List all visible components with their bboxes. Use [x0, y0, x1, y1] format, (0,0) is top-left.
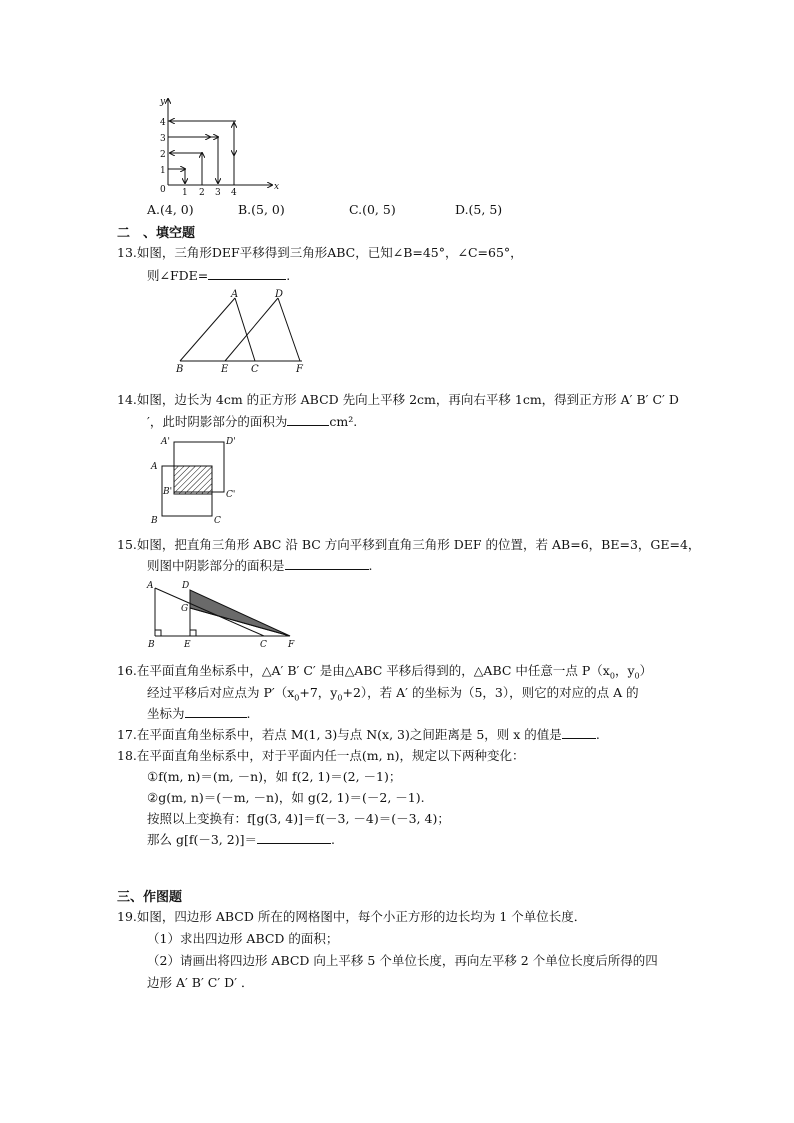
q12-option-c: C.(0, 5) [349, 202, 396, 217]
q14-label-a: A [151, 462, 158, 472]
q16-sub-y0: 0 [634, 671, 640, 681]
q18-text: 在平面直角坐标系中，对于平面内任一点(m, n)，规定以下两种变化： [136, 748, 525, 763]
q13-label-a: A [231, 289, 239, 300]
q14-square-figure [148, 434, 243, 526]
q12-path-arrows [168, 121, 236, 185]
q16-sub2-y0: 0 [337, 693, 343, 703]
x-tick-3: 3 [215, 188, 221, 197]
q16-line2 [147, 683, 639, 703]
q19-question [117, 907, 586, 925]
q17-answer-blank[interactable] [562, 726, 596, 739]
q15-answer-blank[interactable] [285, 557, 369, 570]
q15-label-g: G [181, 604, 189, 614]
q15-text2: 则图中阴影部分的面积是 [147, 558, 285, 573]
q18-line2: ②g(m, n)＝(－m, －n)，如 g(2, 1)＝(－2, －1). [147, 790, 425, 805]
q13-triangle-figure [172, 288, 312, 374]
q13-text: 如图，三角形DEF平移得到三角形ABC，已知∠B=45°，∠C=65°， [136, 245, 523, 260]
q14-label-a-prime: A' [161, 437, 170, 447]
q13-end: . [286, 268, 291, 283]
q16-text2-end: +2），若 A′ 的坐标为（5，3），则它的对应的点 A 的 [342, 685, 639, 700]
q18-question [117, 746, 525, 764]
q18-line1: ①f(m, n)＝(m, －n)，如 f(2, 1)＝(2, －1)； [147, 769, 402, 784]
q16-question [117, 661, 652, 681]
q19-number: 19. [117, 909, 137, 924]
x-tick-2: 2 [199, 188, 205, 197]
q19-text: 如图，四边形 ABCD 所在的网格图中，每个小正方形的边长均为 1 个单位长度． [136, 909, 587, 924]
q16-text3: 坐标为 [147, 706, 185, 721]
q16-text-end: ） [639, 663, 653, 678]
x-axis-label: x [274, 182, 280, 192]
x-tick-0: 0 [160, 185, 166, 195]
q17-number: 17. [117, 727, 137, 742]
y-axis-label: y [160, 97, 166, 107]
q13-number: 13. [117, 245, 137, 260]
q18-end: . [330, 832, 335, 847]
q13-label-e: E [221, 364, 229, 374]
x-tick-1: 1 [182, 188, 188, 197]
q15-end: . [368, 558, 373, 573]
q12-coordinate-figure [150, 95, 280, 197]
q16-end: . [246, 706, 251, 721]
q15-number: 15. [117, 537, 137, 552]
q16-text2: 经过平移后对应点为 P′（x [147, 685, 295, 700]
y-tick-4: 4 [160, 118, 166, 128]
q12-option-b: B.(5, 0) [238, 202, 285, 217]
q15-label-c: C [260, 640, 267, 650]
q13-question [117, 243, 523, 261]
q16-sub-x0: 0 [609, 671, 615, 681]
q16-sub2-x0: 0 [294, 693, 300, 703]
q16-line3 [147, 704, 251, 722]
q13-label-d: D [275, 289, 284, 300]
q18-answer-blank[interactable] [257, 831, 331, 844]
q17-text: 在平面直角坐标系中，若点 M(1, 3)与点 N(x, 3)之间距离是 5，则 x 的值是 [136, 727, 562, 742]
q17-question [117, 725, 600, 743]
q18-line4 [147, 830, 335, 848]
q14-text: 如图，边长为 4cm 的正方形 ABCD 先向上平移 2cm，再向右平移 1cm，得到正方形 A′ B′ C′ D [136, 392, 679, 407]
q14-question [117, 390, 679, 408]
q12-option-d: D.(5, 5) [455, 202, 503, 217]
y-tick-3: 3 [160, 134, 166, 144]
q14-text2: ′，此时阴影部分的面积为 [147, 414, 288, 429]
q16-text-mid: ，y [614, 663, 635, 678]
x-tick-4: 4 [231, 188, 237, 197]
q13-line2 [147, 266, 290, 284]
q16-text2-mid: +7，y [299, 685, 338, 700]
q18-number: 18. [117, 748, 137, 763]
q16-answer-blank[interactable] [185, 705, 247, 718]
q12-option-a: A.(4, 0) [147, 202, 194, 217]
q13-text2: 则∠FDE= [147, 268, 209, 283]
q18-line3: 按照以上变换有：f[g(3, 4)]＝f(－3, －4)＝(－3, 4)； [147, 811, 450, 826]
q14-number: 14. [117, 392, 137, 407]
q17-end: . [595, 727, 600, 742]
q15-label-e: E [184, 640, 191, 650]
q14-answer-blank[interactable] [287, 413, 329, 426]
section-2-title: 二 、填空题 [117, 226, 196, 241]
q13-answer-blank[interactable] [208, 267, 286, 280]
q13-label-f: F [296, 364, 303, 374]
q13-label-c: C [251, 364, 259, 374]
q19-sub2b: 边形 A′ B′ C′ D′ ． [147, 975, 254, 990]
q13-label-b: B [176, 364, 184, 374]
y-tick-1: 1 [160, 166, 166, 176]
q19-sub1: （1）求出四边形 ABCD 的面积； [147, 931, 339, 946]
q15-label-b: B [148, 640, 155, 650]
q16-text: 在平面直角坐标系中，△A′ B′ C′ 是由△ABC 平移后得到的，△ABC 中任意一点 P（x [136, 663, 610, 678]
q14-label-c-prime: C' [226, 490, 236, 500]
q15-right-triangle-figure [143, 578, 298, 650]
q14-label-c: C [214, 516, 221, 526]
q14-line2 [147, 412, 357, 430]
y-tick-2: 2 [160, 150, 166, 160]
section-3-title: 三、作图题 [117, 890, 183, 905]
q14-label-d-prime: D' [226, 437, 236, 447]
q15-label-d: D [182, 581, 190, 591]
q14-label-b-prime: B' [163, 487, 173, 497]
q16-number: 16. [117, 663, 137, 678]
q14-unit: cm². [329, 414, 358, 429]
q15-question [117, 535, 700, 553]
q15-label-f: F [288, 640, 295, 650]
q19-sub2: （2）请画出将四边形 ABCD 向上平移 5 个单位长度，再向左平移 2 个单位长度后所得的四 [147, 953, 658, 968]
q15-text: 如图，把直角三角形 ABC 沿 BC 方向平移到直角三角形 DEF 的位置，若 AB=6，BE=3，GE=4， [136, 537, 701, 552]
q15-line2 [147, 556, 373, 574]
q15-label-a: A [147, 581, 154, 591]
q14-label-b: B [151, 516, 158, 526]
q18-line4-text: 那么 g[f(－3, 2)]＝ [147, 832, 257, 847]
